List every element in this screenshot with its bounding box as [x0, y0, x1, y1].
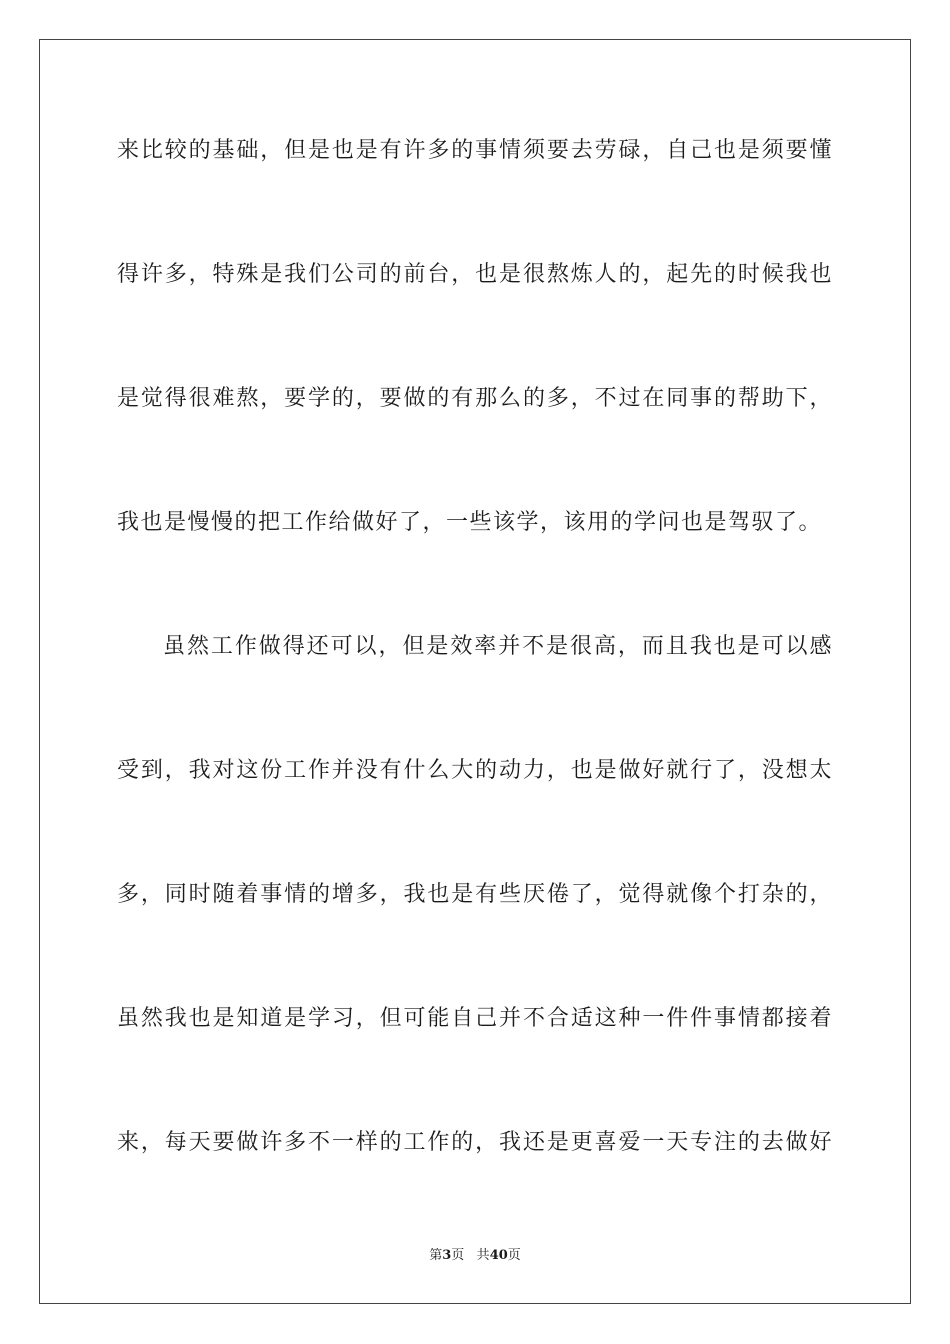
body-line-3: 是觉得很难熬，要学的，要做的有那么的多，不过在同事的帮助下， — [117, 386, 833, 411]
page-border — [39, 39, 911, 1304]
page-label-suffix: 页 — [451, 1248, 465, 1263]
page-label-prefix: 第 — [429, 1248, 443, 1263]
total-label-prefix: 共 — [476, 1248, 490, 1263]
page-number: 3 — [442, 1248, 452, 1263]
body-line-5: 虽然工作做得还可以，但是效率并不是很高，而且我也是可以感 — [163, 634, 833, 659]
total-pages: 40 — [489, 1248, 508, 1263]
page-footer — [0, 1247, 950, 1265]
body-line-1: 来比较的基础，但是也是有许多的事情须要去劳碌，自己也是须要懂 — [117, 138, 833, 163]
body-line-2: 得许多，特殊是我们公司的前台，也是很熬炼人的，起先的时候我也 — [117, 262, 833, 287]
total-label-suffix: 页 — [507, 1248, 521, 1263]
body-line-8: 虽然我也是知道是学习，但可能自己并不合适这种一件件事情都接着 — [117, 1006, 833, 1031]
body-line-4: 我也是慢慢的把工作给做好了，一些该学，该用的学问也是驾驭了。 — [117, 510, 823, 535]
body-line-6: 受到，我对这份工作并没有什么大的动力，也是做好就行了，没想太 — [117, 758, 833, 783]
body-line-9: 来，每天要做许多不一样的工作的，我还是更喜爱一天专注的去做好 — [117, 1130, 833, 1155]
body-line-7: 多，同时随着事情的增多，我也是有些厌倦了，觉得就像个打杂的， — [117, 882, 833, 907]
